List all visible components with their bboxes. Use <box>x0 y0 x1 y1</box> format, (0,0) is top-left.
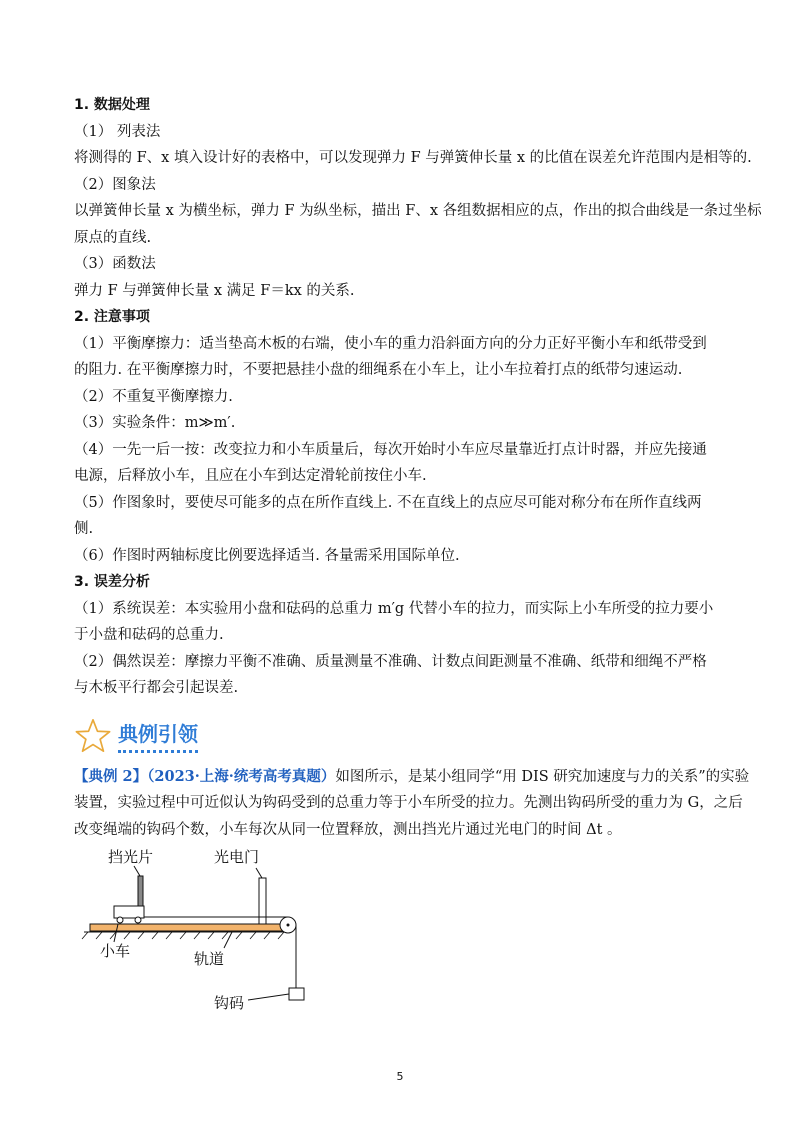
note-5-line-1: （5）作图象时，要使尽可能多的点在所作直线上. 不在直线上的点应尽可能对称分布在所作直线两 <box>74 494 702 511</box>
note-4-line-2: 电源，后释放小车，且应在小车到达定滑轮前按住小车. <box>74 468 427 484</box>
example-line-1 <box>74 764 750 791</box>
section-heading-notes: 2. 注意事项 <box>74 309 150 325</box>
method-function-text: 弹力 F 与弹簧伸长量 x 满足 F＝kx 的关系. <box>74 282 355 299</box>
note-1-line-2: 的阻力. 在平衡摩擦力时，不要把悬挂小盘的细绳系在小车上，让小车拉着打点的纸带匀速运动. <box>74 362 683 378</box>
note-2: （2）不重复平衡摩擦力. <box>74 388 233 405</box>
label-photogate: 光电门 <box>214 848 260 866</box>
note-1-line-1: （1）平衡摩擦力：适当垫高木板的右端，使小车的重力沿斜面方向的分力正好平衡小车和纸带受到 <box>74 335 707 352</box>
error-1-line-2: 于小盘和砝码的总重力. <box>74 627 224 643</box>
example-line-2: 装置，实验过程中可近似认为钩码受到的总重力等于小车所受的拉力。先测出钩码所受的重力为 G，之后 <box>74 795 743 811</box>
error-2-line-2: 与木板平行都会引起误差. <box>74 680 239 696</box>
star-icon <box>74 717 112 755</box>
banner-title: 典例引领 <box>118 718 198 753</box>
method-list-text: 将测得的 F、x 填入设计好的表格中，可以发现弹力 F 与弹簧伸长量 x 的比值在误差允许范围内是相等的. <box>74 150 752 166</box>
note-5-line-2: 侧. <box>74 521 94 537</box>
section-heading-data-processing: 1. 数据处理 <box>74 97 150 113</box>
method-function-label: （3）函数法 <box>74 256 156 272</box>
method-graph-text-1: 以弹簧伸长量 x 为横坐标，弹力 F 为纵坐标，描出 F、x 各组数据相应的点，作出的拟合曲线是一条过坐标 <box>74 203 762 219</box>
label-cart: 小车 <box>100 942 131 960</box>
label-weight: 钩码 <box>214 994 245 1012</box>
label-shutter: 挡光片 <box>108 848 154 866</box>
note-4-line-1: （4）一先一后一按：改变拉力和小车质量后，每次开始时小车应尽量靠近打点计时器，并应先接通 <box>74 441 707 458</box>
error-1-line-1: （1）系统误差：本实验用小盘和砝码的总重力 m′g 代替小车的拉力，而实际上小车所受的拉力要小 <box>74 600 714 617</box>
content-body <box>74 92 762 843</box>
note-6: （6）作图时两轴标度比例要选择适当. 各量需采用国际单位. <box>74 547 460 564</box>
example-banner <box>74 716 734 756</box>
example-source: （2023·上海·统考高考真题） <box>147 767 336 785</box>
hook-weight <box>289 988 304 1000</box>
track <box>90 924 286 931</box>
example-text-1: 如图所示，是某小组同学“用 DIS 研究加速度与力的关系”的实验 <box>335 768 750 785</box>
note-3: （3）实验条件：m≫m′. <box>74 415 236 431</box>
method-graph-label: （2）图象法 <box>74 176 156 193</box>
example-tag: 【典例 2】 <box>74 767 148 785</box>
label-track: 轨道 <box>194 950 225 968</box>
method-list-label: （1） 列表法 <box>74 123 161 140</box>
cart-body <box>114 906 144 918</box>
method-graph-text-2: 原点的直线. <box>74 229 152 246</box>
section-heading-error-analysis: 3. 误差分析 <box>74 574 150 590</box>
experiment-figure <box>74 842 324 1022</box>
page-number: 5 <box>396 1070 404 1083</box>
example-line-3: 改变绳端的钩码个数，小车每次从同一位置释放，测出挡光片通过光电门的时间 Δt 。 <box>74 821 622 838</box>
error-2-line-1: （2）偶然误差：摩擦力平衡不准确、质量测量不准确、计数点间距测量不准确、纸带和细绳不严格 <box>74 653 707 670</box>
